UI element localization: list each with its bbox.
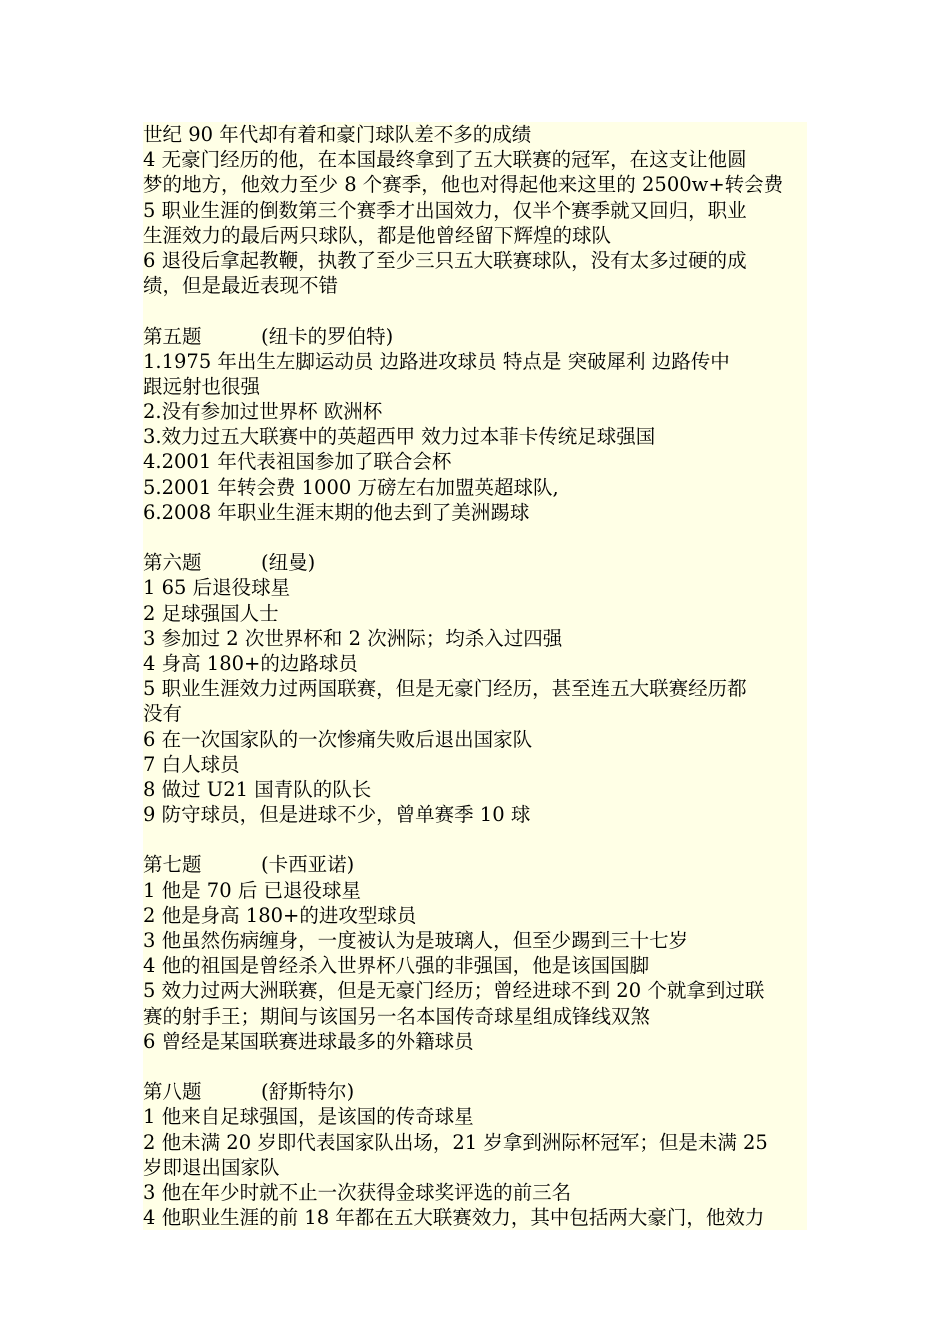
blank-line <box>143 827 807 852</box>
text-line: 2 他未满 20 岁即代表国家队出场，21 岁拿到洲际杯冠军；但是未满 25 <box>143 1130 768 1154</box>
text-line: 4 无豪门经历的他，在本国最终拿到了五大联赛的冠军，在这支让他圆 <box>143 148 747 172</box>
question-answer: (舒斯特尔) <box>261 1080 355 1104</box>
text-line: 3 他在年少时就不止一次获得金球奖评选的前三名 <box>143 1180 572 1204</box>
question-title: 第五题 <box>143 324 202 348</box>
blank-line <box>143 298 807 323</box>
question-5 <box>143 324 807 526</box>
text-line: 梦的地方，他效力至少 8 个赛季，他也对得起他来这里的 2500w+转会费 <box>143 173 784 197</box>
question-answer: (纽曼) <box>261 551 316 575</box>
blank-line <box>143 525 807 550</box>
text-line: 2 足球强国人士 <box>143 601 279 625</box>
text-line: 3.效力过五大联赛中的英超西甲 效力过本菲卡传统足球强国 <box>143 425 656 449</box>
text-line: 6 在一次国家队的一次惨痛失败后退出国家队 <box>143 727 533 751</box>
text-line: 4 他的祖国是曾经杀入世界杯八强的非强国，他是该国国脚 <box>143 954 650 978</box>
question-answer: (纽卡的罗伯特) <box>261 324 394 348</box>
question-title: 第八题 <box>143 1080 202 1104</box>
text-line: 1 他是 70 后 已退役球星 <box>143 878 362 902</box>
question-heading <box>143 1079 807 1104</box>
text-line: 2.没有参加过世界杯 欧洲杯 <box>143 400 383 424</box>
question-heading <box>143 550 807 575</box>
question-heading <box>143 324 807 349</box>
question-answer: (卡西亚诺) <box>261 853 355 877</box>
text-line: 1 他来自足球强国，是该国的传奇球星 <box>143 1105 474 1129</box>
text-line: 1.1975 年出生左脚运动员 边路进攻球员 特点是 突破犀利 边路传中 <box>143 349 730 373</box>
question-heading <box>143 852 807 877</box>
question-6 <box>143 550 807 827</box>
text-line: 4.2001 年代表祖国参加了联合会杯 <box>143 450 452 474</box>
text-line: 8 做过 U21 国青队的队长 <box>143 777 372 801</box>
text-line: 5 职业生涯效力过两国联赛，但是无豪门经历，甚至连五大联赛经历都 <box>143 677 747 701</box>
text-line: 5 效力过两大洲联赛，但是无豪门经历；曾经进球不到 20 个就拿到过联 <box>143 979 765 1003</box>
text-line: 6.2008 年职业生涯末期的他去到了美洲踢球 <box>143 500 530 524</box>
text-line: 跟远射也很强 <box>143 374 261 398</box>
text-line: 岁即退出国家队 <box>143 1155 280 1179</box>
text-line: 生涯效力的最后两只球队，都是他曾经留下辉煌的球队 <box>143 223 612 247</box>
text-line: 1 65 后退役球星 <box>143 576 291 600</box>
question-8 <box>143 1079 807 1230</box>
text-line: 赛的射手王；期间与该国另一名本国传奇球星组成锋线双煞 <box>143 1004 651 1028</box>
text-line: 4 他职业生涯的前 18 年都在五大联赛效力，其中包括两大豪门，他效力 <box>143 1206 765 1230</box>
text-line: 2 他是身高 180+的进攻型球员 <box>143 903 417 927</box>
text-line: 7 白人球员 <box>143 752 240 776</box>
text-line: 9 防守球员，但是进球不少，曾单赛季 10 球 <box>143 803 531 827</box>
question-7 <box>143 852 807 1054</box>
text-line: 6 退役后拿起教鞭，执教了至少三只五大联赛球队，没有太多过硬的成 <box>143 248 747 272</box>
question-title: 第六题 <box>143 551 202 575</box>
text-line: 3 参加过 2 次世界杯和 2 次洲际；均杀入过四强 <box>143 626 563 650</box>
text-line: 6 曾经是某国联赛进球最多的外籍球员 <box>143 1029 474 1053</box>
text-line: 绩，但是最近表现不错 <box>143 274 339 298</box>
text-line: 3 他虽然伤病缠身，一度被认为是玻璃人，但至少踢到三十七岁 <box>143 929 689 952</box>
question-title: 第七题 <box>143 853 202 877</box>
text-line: 5.2001 年转会费 1000 万磅左右加盟英超球队, <box>143 475 559 499</box>
text-line: 没有 <box>143 702 183 726</box>
text-line: 世纪 90 年代却有着和豪门球队差不多的成绩 <box>143 123 532 146</box>
question-4-continuation <box>143 122 807 298</box>
document-text-block <box>143 122 807 1230</box>
text-line: 4 身高 180+的边路球员 <box>143 651 358 675</box>
text-line: 5 职业生涯的倒数第三个赛季才出国效力，仅半个赛季就又回归，职业 <box>143 198 747 222</box>
blank-line <box>143 1054 807 1079</box>
